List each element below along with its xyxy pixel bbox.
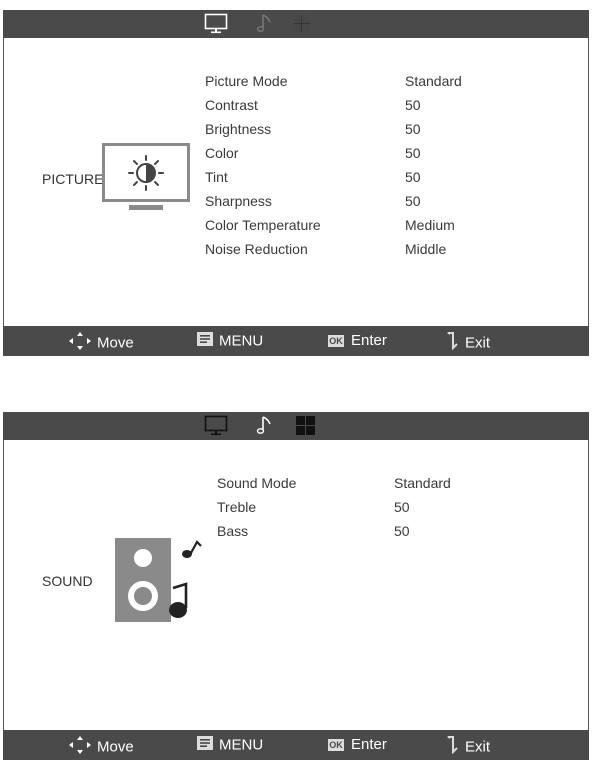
- monitor-icon[interactable]: [204, 13, 228, 35]
- picture-menu-panel: [3, 10, 589, 356]
- sound-menu-panel: [3, 412, 589, 760]
- menu-icon: [197, 332, 213, 351]
- menu-item-value: 50: [405, 193, 421, 209]
- menu-item-color[interactable]: [205, 142, 505, 164]
- menu-item-value: Medium: [405, 217, 455, 233]
- menu-item-tint[interactable]: [205, 166, 505, 188]
- section-label: SOUND: [42, 573, 93, 589]
- hint-bar: [3, 326, 589, 356]
- move-arrows-icon: [69, 332, 91, 355]
- menu-item-value: 50: [405, 145, 421, 161]
- hint-enter: OK Enter: [329, 332, 387, 350]
- hint-move: Move: [69, 736, 134, 754]
- picture-settings-list: [205, 70, 505, 260]
- menu-item-treble[interactable]: [217, 496, 517, 518]
- music-note-icon[interactable]: [256, 13, 274, 35]
- hint-exit: Exit: [445, 332, 490, 350]
- return-arrow-icon: [445, 736, 459, 759]
- hint-enter: OK Enter: [329, 736, 387, 754]
- move-arrows-icon: [69, 736, 91, 759]
- sound-settings-list: [217, 472, 517, 552]
- menu-item-noise-reduction[interactable]: [205, 238, 505, 260]
- picture-settings-icon: [102, 143, 190, 220]
- ok-button-icon: OK: [329, 336, 343, 347]
- music-note-icon[interactable]: [256, 415, 274, 437]
- hint-menu: MENU: [197, 736, 263, 754]
- menu-item-label: Tint: [205, 169, 228, 185]
- menu-item-label: Treble: [217, 499, 257, 515]
- tab-bar: [3, 412, 589, 440]
- menu-item-label: Brightness: [205, 121, 272, 137]
- hint-exit: Exit: [445, 736, 490, 754]
- menu-item-value: 50: [394, 499, 410, 515]
- menu-item-label: Contrast: [205, 97, 258, 113]
- menu-icon: [197, 736, 213, 755]
- menu-item-value: 50: [405, 121, 421, 137]
- music-note-icon: [169, 542, 201, 618]
- grid-icon[interactable]: [295, 415, 317, 437]
- menu-item-picture-mode[interactable]: [205, 70, 505, 92]
- section-label: PICTURE: [42, 171, 104, 187]
- monitor-icon[interactable]: [204, 415, 228, 437]
- menu-item-value: Standard: [394, 475, 451, 491]
- menu-item-label: Bass: [217, 523, 249, 539]
- menu-item-bass[interactable]: [217, 520, 517, 542]
- menu-item-brightness[interactable]: [205, 118, 505, 140]
- hint-menu: MENU: [197, 332, 263, 350]
- menu-item-value: Middle: [405, 241, 447, 257]
- menu-item-sound-mode[interactable]: [217, 472, 517, 494]
- return-arrow-icon: [445, 332, 459, 355]
- grid-icon[interactable]: [292, 13, 312, 35]
- menu-item-value: 50: [394, 523, 410, 539]
- tab-bar: [3, 10, 589, 38]
- menu-item-label: Color Temperature: [205, 217, 321, 233]
- menu-item-contrast[interactable]: [205, 94, 505, 116]
- hint-bar: [3, 730, 589, 760]
- speaker-icon: [115, 538, 211, 631]
- menu-item-label: Color: [205, 145, 239, 161]
- menu-item-value: 50: [405, 169, 421, 185]
- menu-item-sharpness[interactable]: [205, 190, 505, 212]
- menu-item-label: Sound Mode: [217, 475, 297, 491]
- menu-item-value: 50: [405, 97, 421, 113]
- menu-item-color-temperature[interactable]: [205, 214, 505, 236]
- menu-item-value: Standard: [405, 73, 462, 89]
- ok-button-icon: OK: [329, 740, 343, 751]
- menu-item-label: Noise Reduction: [205, 241, 308, 257]
- hint-move: Move: [69, 332, 134, 350]
- menu-item-label: Picture Mode: [205, 73, 288, 89]
- menu-item-label: Sharpness: [205, 193, 272, 209]
